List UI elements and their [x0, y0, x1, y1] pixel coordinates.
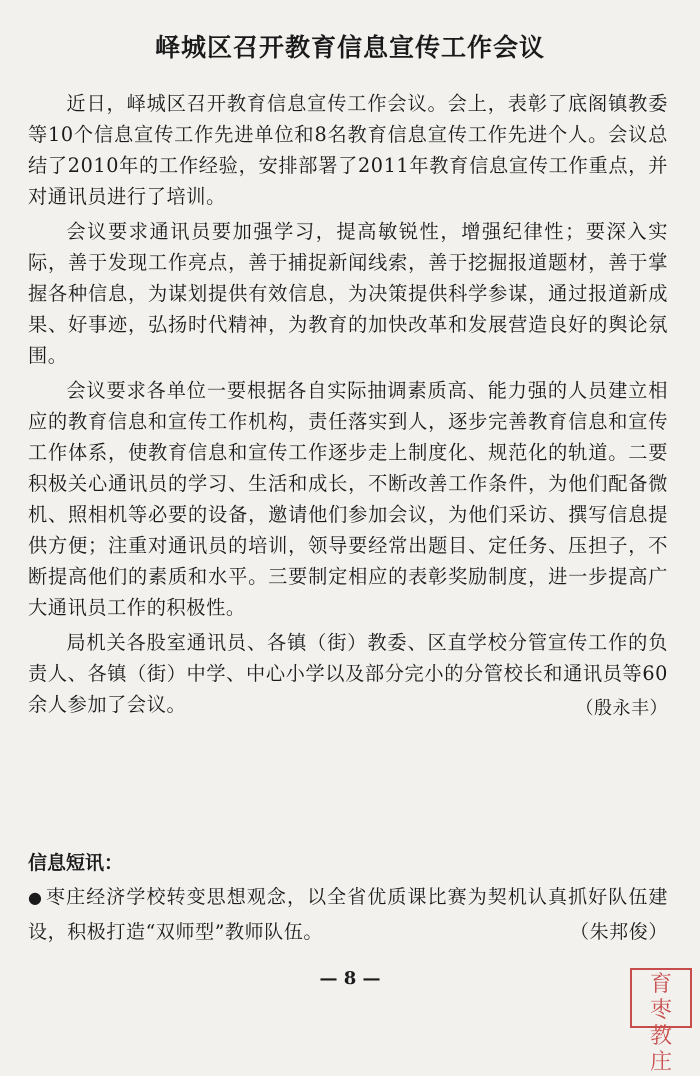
page-title: 峄城区召开教育信息宣传工作会议	[154, 33, 545, 62]
bullet-icon: ●	[28, 888, 44, 907]
seal-stamp	[630, 968, 692, 1075]
article-byline: （殷永丰）	[575, 698, 668, 719]
article-body	[28, 88, 668, 724]
paragraph-4: 局机关各股室通讯员、各镇（街）教委、区直学校分管宣传工作的负责人、各镇（街）中学、中心小学以及部分完小的分管校长和通讯员等60余人参加了会议。	[28, 631, 668, 716]
news-item-text: 枣庄经济学校转变思想观念，以全省优质课比赛为契机认真抓好队伍建设，积极打造“双师型”教师队伍。	[28, 886, 668, 943]
news-item-byline: （朱邦俊）	[569, 921, 668, 943]
seal-char: 枣	[649, 998, 672, 1023]
paragraph-2: 会议要求通讯员要加强学习，提高敏锐性，增强纪律性；要深入实际，善于发现工作亮点，善于捕捉新闻线索，善于挖掘报道题材，善于掌握各种信息，为谋划提供有效信息，为决策提供科学参谋，通过报道新成果、好事迹，弘扬时代精神，为教育的加快改革和发展营造良好的舆论氛围。	[28, 220, 668, 367]
seal-char: 育	[649, 972, 672, 997]
page-number: — 8 —	[319, 968, 381, 989]
news-item	[28, 880, 668, 949]
news-heading: 信息短讯：	[28, 852, 124, 874]
seal-char: 教	[649, 1024, 672, 1049]
paragraph-1: 近日，峄城区召开教育信息宣传工作会议。会上，表彰了底阁镇教委等10个信息宣传工作先进单位和8名教育信息宣传工作先进个人。会议总结了2010年的工作经验，安排部署了2011年教育信息宣传工作重点，并对通讯员进行了培训。	[28, 92, 668, 208]
paragraph-3: 会议要求各单位一要根据各自实际抽调素质高、能力强的人员建立相应的教育信息和宣传工作机构，责任落实到人，逐步完善教育信息和宣传工作体系，使教育信息和宣传工作逐步走上制度化、规范化的轨道。二要积极关心通讯员的学习、生活和成长，不断改善工作条件，为他们配备微机、照相机等必要的设备，邀请他们参加会议，为他们采访、撰写信息提供方便；注重对通讯员的培训，领导要经常出题目、定任务、压担子，不断提高他们的素质和水平。三要制定相应的表彰奖励制度，进一步提高广大通讯员工作的积极性。	[28, 379, 668, 619]
seal-char: 庄	[649, 1050, 672, 1075]
